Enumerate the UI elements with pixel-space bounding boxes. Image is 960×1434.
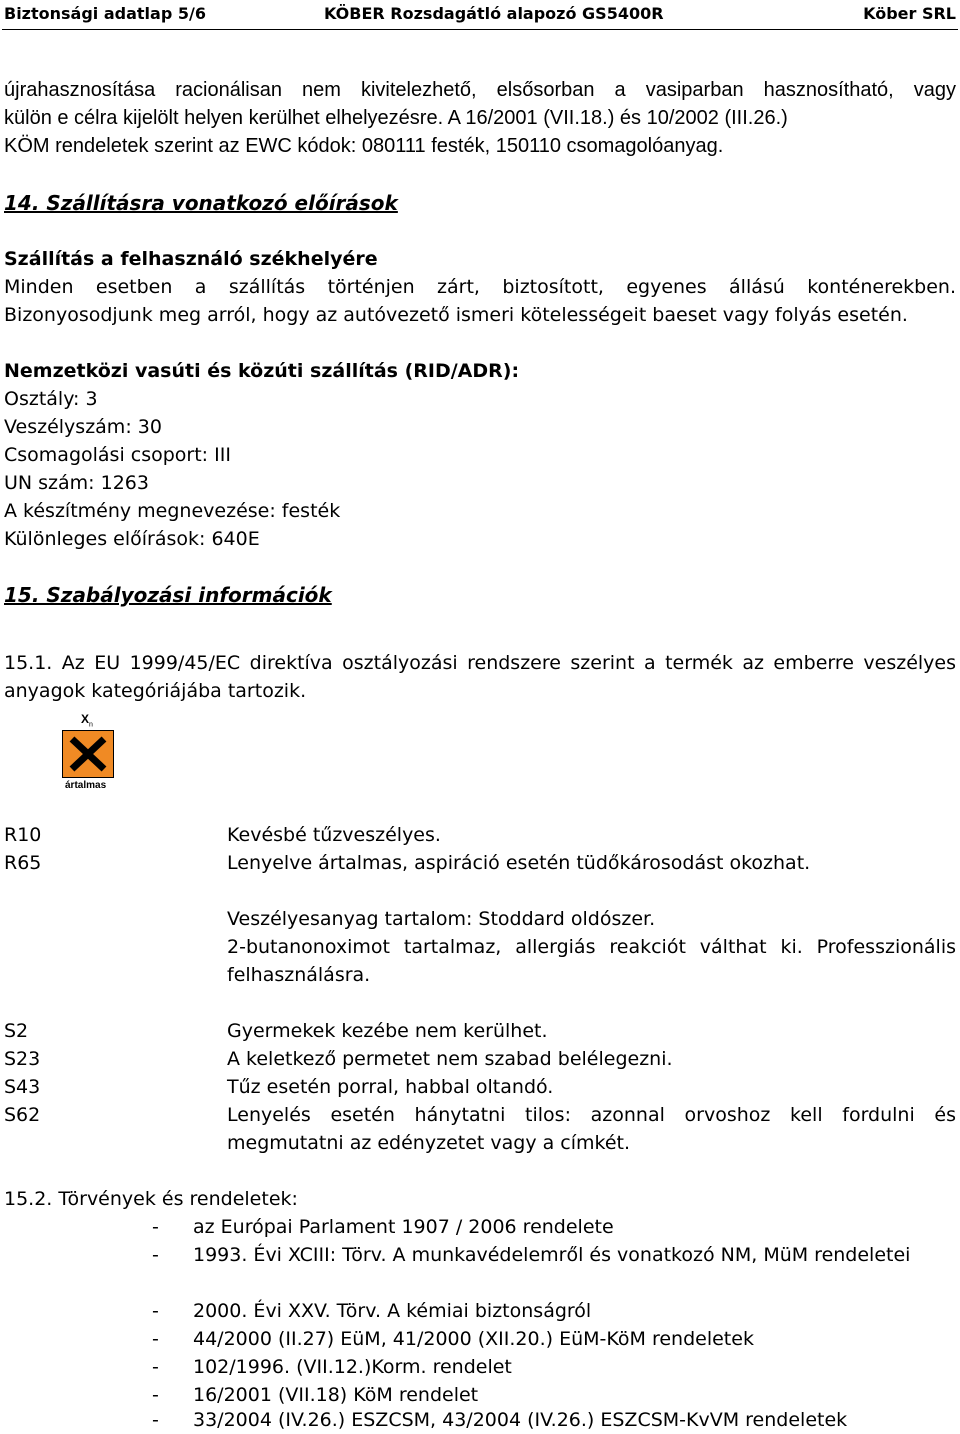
pictogram-symbol: $X_n$ xyxy=(81,712,93,729)
section-15-title: 15. Szabályozási információk xyxy=(4,583,332,607)
list-dash: - xyxy=(152,1216,159,1238)
s-phrase-code: S43 xyxy=(4,1076,41,1098)
law-list-item: az Európai Parlament 1907 / 2006 rendelete xyxy=(193,1216,614,1238)
header-product: KÖBER Rozsdagátló alapozó GS5400R xyxy=(324,4,664,23)
transport-item-class: Osztály: 3 xyxy=(4,388,98,410)
list-dash: - xyxy=(152,1328,159,1350)
r-phrase-text: Lenyelve ártalmas, aspiráció esetén tüdőkárosodást okozhat. xyxy=(227,852,811,874)
pictogram-caption: ártalmas xyxy=(65,780,107,791)
list-dash: - xyxy=(152,1244,159,1266)
page-header xyxy=(4,2,956,26)
transport-item-special-provisions: Különleges előírások: 640E xyxy=(4,528,260,550)
header-company: Köber SRL xyxy=(863,4,956,23)
r-phrase-code: R10 xyxy=(4,824,42,846)
list-dash: - xyxy=(152,1384,159,1406)
transport-item-un-number: UN szám: 1263 xyxy=(4,472,149,494)
transport-item-hazard-number: Veszélyszám: 30 xyxy=(4,416,162,438)
s-phrase-text: Lenyelés esetén hánytatni tilos: azonnal orvoshoz kell fordulni és megmutatni az edényzetet vagy a címkét. xyxy=(227,1104,956,1154)
law-list-item: 44/2000 (II.27) EüM, 41/2000 (XII.20.) EüM-KöM rendeletek xyxy=(193,1328,754,1350)
intro-line-1: újrahasznosítása racionálisan nem kivitelezhető, elsősorban a vasiparban hasznosítható, vagy xyxy=(4,79,956,101)
r-phrase-code: R65 xyxy=(4,852,42,874)
harmful-cross-icon xyxy=(62,730,114,778)
law-list-item: 33/2004 (IV.26.) ESZCSM, 43/2004 (IV.26.) ESZCSM-KvVM rendeletek xyxy=(193,1409,848,1431)
intro-line-2: külön e célra kijelölt helyen kerülhet elhelyezésre. A 16/2001 (VII.18.) és 10/2002 (III.26.) xyxy=(4,107,788,129)
intro-line-3: KÖM rendeletek szerint az EWC kódok: 080111 festék, 150110 csomagolóanyag. xyxy=(4,135,724,157)
s-phrase-code: S62 xyxy=(4,1104,41,1126)
r-phrase-text: Kevésbé tűzveszélyes. xyxy=(227,824,441,846)
hazard-pictogram xyxy=(60,712,116,794)
hazardous-content-note: Veszélyesanyag tartalom: Stoddard oldószer. xyxy=(227,908,656,930)
list-dash: - xyxy=(152,1356,159,1378)
list-dash: - xyxy=(152,1409,159,1431)
law-list-item: 16/2001 (VII.18) KöM rendelet xyxy=(193,1384,479,1406)
section-15-2-heading: 15.2. Törvények és rendeletek: xyxy=(4,1188,298,1210)
section-14-subheading-2: Nemzetközi vasúti és közúti szállítás (RID/ADR): xyxy=(4,360,520,382)
header-rule xyxy=(2,29,958,30)
s-phrase-text: Tűz esetén porral, habbal oltandó. xyxy=(227,1076,554,1098)
header-doc-page: Biztonsági adatlap 5/6 xyxy=(4,4,206,23)
list-dash: - xyxy=(152,1300,159,1322)
s-phrase-text: Gyermekek kezébe nem kerülhet. xyxy=(227,1020,548,1042)
s-phrase-code: S23 xyxy=(4,1048,41,1070)
s-phrase-text: A keletkező permetet nem szabad belélegezni. xyxy=(227,1048,673,1070)
section-14-paragraph: Minden esetben a szállítás történjen zárt, biztosított, egyenes állású konténerekben. Bizonyosodjunk meg arról, hogy az autóvezető ismeri kötelességeit baeset vagy folyás esetén. xyxy=(4,276,956,326)
transport-item-packing-group: Csomagolási csoport: III xyxy=(4,444,231,466)
law-list-item: 1993. Évi XCIII: Törv. A munkavédelemről és vonatkozó NM, MüM rendeletei xyxy=(193,1244,911,1266)
section-15-1-paragraph: 15.1. Az EU 1999/45/EC direktíva osztályozási rendszere szerint a termék az emberre veszélyes anyagok kategóriájába tartozik. xyxy=(4,652,956,702)
s-phrase-code: S2 xyxy=(4,1020,29,1042)
section-14-subheading-1: Szállítás a felhasználó székhelyére xyxy=(4,248,378,270)
law-list-item: 2000. Évi XXV. Törv. A kémiai biztonságról xyxy=(193,1300,592,1322)
transport-item-product-name: A készítmény megnevezése: festék xyxy=(4,500,341,522)
law-list-item: 102/1996. (VII.12.)Korm. rendelet xyxy=(193,1356,512,1378)
allergy-note: 2-butanonoximot tartalmaz, allergiás reakciót válthat ki. Professzionális felhasználásra. xyxy=(227,936,956,986)
section-14-title: 14. Szállításra vonatkozó előírások xyxy=(4,191,398,215)
